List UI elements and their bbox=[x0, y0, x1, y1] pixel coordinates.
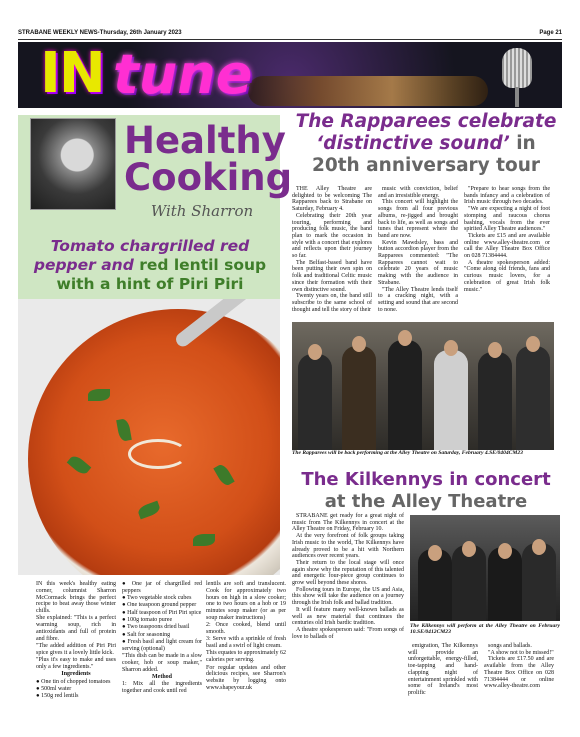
rapparees-photo bbox=[292, 322, 554, 450]
kilkennys-column-1: STRABANE get ready for a great night of music from The Kilkennys in concert at the Alley Theatre on Friday, February 10. At the very forefront of folk groups taking Irish music to the world, The Kilkennys have already proved to be a hit with Northern audiences over recent years. Their return to the local stage will once again show why the reputation of this talented and energetic four-piece group continues to grow well beyond these shores. Following tours in Europe, the US and Asia, this show will take the audience on a journey through the Irish folk and ballad tradition. It will feature many well-known ballads as well as new material that continues the centuries old Irish bardic tradition. A theatre spokesperson said: "From songs of love to ballads of bbox=[292, 513, 404, 640]
logo-tune-text: tune bbox=[113, 43, 253, 106]
rapparees-column-2: music with conviction, belief and an irresistible energy. This concert will highlight the songs from all four previous albums, re-jigged and brought back to life, as well as songs and tunes that represent where the band are now. Kevin Mawdsley, bass and button accordion player from the Rapparees commented: "The Rapparees cannot wait to celebrate 20 years of music making with the audience in Strabane. "The Alley Theatre lends itself to a cracking night, with a setting and sound that are second to none. bbox=[378, 186, 458, 313]
intune-banner bbox=[18, 42, 562, 108]
cooking-title: Healthy Cooking bbox=[124, 119, 293, 199]
method-heading: Method bbox=[152, 673, 172, 680]
columnist-portrait bbox=[30, 118, 116, 210]
page-header bbox=[18, 28, 562, 38]
recipe-column-2: ● One jar of chargrilled red peppers ● Two vegetable stock cubes ● One teaspoon ground pepper ● Half teaspoon of Piri Piri spice ● 100g tomato puree ● Two teaspoons dried basil ● Salt for seasoning ● Fresh basil and light cream for serving (optional) "This dish can be made in a slow cooker, hob or soup maker," Sharron added. Method 1: Mix all the ingredients together and cook until red bbox=[122, 581, 202, 694]
recipe-column-1: IN this week's healthy eating corner, columnist Sharron McCormack brings the perfect recipe to beat away those winter chills. She explained: "This is a perfect warming soup, rich in antioxidants and full of protein and fibre. "The added addition of Piri Piri spice gives it a lovely little kick. "Plus it's easy to make and uses only a few ingredients." Ingredients ● One tin of chopped tomatoes ● 500ml water ● 150g red lentils bbox=[36, 581, 116, 700]
kilkennys-photo bbox=[410, 515, 560, 621]
cooking-byline: With Sharron bbox=[150, 202, 254, 220]
kilkennys-headline: The Kilkennys in concert at the Alley Theatre bbox=[301, 469, 551, 512]
kilkennys-column-3: songs and ballads. "A show not to be missed!" Tickets are £17.50 and are available from the Alley Theatre Box Office on 028 71384444 or online www.alley-theatre.com bbox=[484, 643, 554, 690]
ingredients-heading: Ingredients bbox=[61, 671, 91, 678]
page-number: Page 21 bbox=[539, 30, 562, 36]
header-rule bbox=[18, 39, 562, 40]
publication-date: STRABANE WEEKLY NEWS-Thursday, 26th January 2023 bbox=[18, 30, 182, 36]
logo-in-text: IN bbox=[40, 42, 104, 106]
recipe-title: Tomato chargrilled red pepper and red lentil soup with a hint of Piri Piri bbox=[33, 237, 267, 293]
recipe-column-3: lentils are soft and translucent. Cook for approximately two hours on high in a slow cooker; one to two hours on a hob or 19 minutes soup maker (or as per soup maker instructions) 2: Once cooked, blend until smooth. 3: Serve with a sprinkle of fresh basil and a swirl of light cream. This equates to approximately 62 calories per serving. For regular updates and other delicious recipes, see Sharron's website by logging onto www.shapeyour.uk bbox=[206, 581, 286, 691]
rapparees-column-3: "Prepare to hear songs from the bands infancy and a celebration of Irish music through two decades. "We are expecting a night of foot stomping and raucous chorus bashing, vocals from the ever spirited Alley Theatre audiences." Tickets are £15 and are available online www.alley-theatre.com or call the Alley Theatre Box Office on 028 71384444. A theatre spokesperson added: "Come along old friends, fans and curious music lovers, for a celebration of great Irish folk music." bbox=[464, 186, 550, 293]
basil-leaf bbox=[193, 534, 215, 546]
soup-photo bbox=[18, 299, 280, 575]
basil-leaf bbox=[88, 389, 110, 401]
kilkennys-column-2: emigration, The Kilkennys will provide an unforgettable, energy-filled, toe-tapping and hand-clapping night of entertainment sprinkled with some of Ireland's most prolific bbox=[408, 643, 478, 696]
rapparees-column-1: THE Alley Theatre are delighted to be welcoming The Rapparees back to Strabane on Saturday, February 4. Celebrating their 20th year touring, performing and producing folk music, the band plan to mark the occasion in style with a concert that explores and reflects upon their journey so far. The Belfast-based band have been putting their own spin on folk and traditional Celtic music since their formation with their own distinctive sound. Twenty years on, the band still subscribe to the same school of thought and tell the story of their bbox=[292, 186, 372, 313]
guitar-graphic bbox=[248, 76, 488, 106]
kilkennys-caption: The Kilkennys will perform at the Alley Theatre on February 10.SE/0412CM23 bbox=[410, 623, 560, 636]
microphone-icon bbox=[502, 48, 532, 88]
rapparees-caption: The Rapparees will be back performing at the Alley Theatre on Saturday, February 4.SE/0404CM23 bbox=[292, 450, 523, 456]
rapparees-headline: The Rapparees celebrate ‘distinctive sound’ in 20th anniversary tour bbox=[295, 111, 557, 176]
